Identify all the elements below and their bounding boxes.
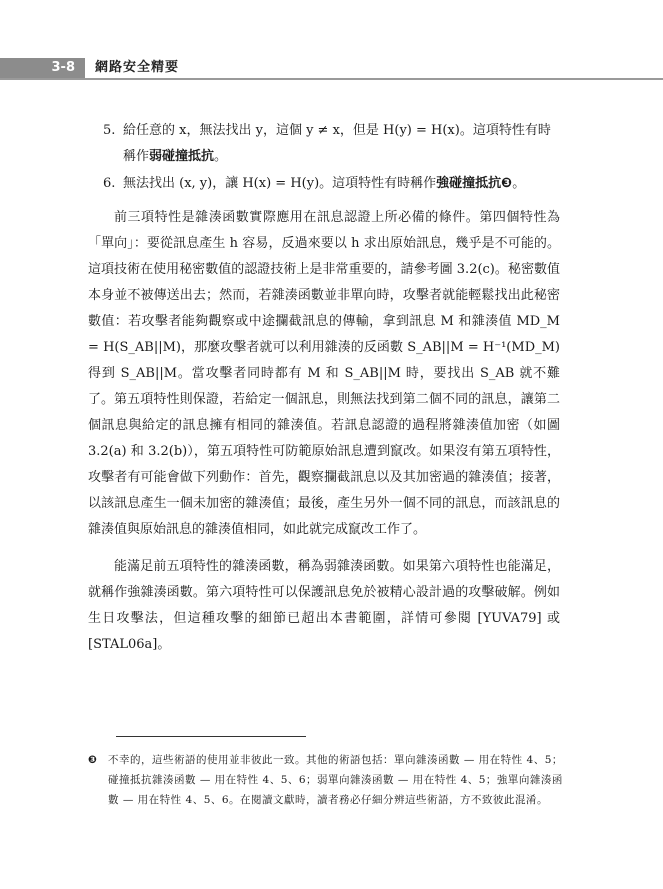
paragraph-1: 前三項特性是雜湊函數實際應用在訊息認證上所必備的條件。第四個特性為「單向」：要從訊息產生 h 容易，反過來要以 h 求出原始訊息，幾乎是不可能的。這項技術在使用秘密數值的認證技術上是非常重要的，請參考圖 3.2(c)。秘密數值本身並不被傳送出去；然而，若雜湊函數並非單向時，攻擊者就能輕鬆找出此秘密數值：若攻擊者能夠觀察或中途攔截訊息的傳輸，拿到訊息 M 和雜湊值 MD_M = H(S_AB||M)，那麼攻擊者就可以利用雜湊的反函數 S_AB||M = H⁻¹(MD_M) 得到 S_AB||M。當攻擊者同時都有 M 和 S_AB||M 時，要找出 S_AB 就不難了。 — [88, 210, 560, 407]
page-header — [0, 58, 663, 80]
list-item-5 — [103, 118, 563, 170]
item-number: 6. — [103, 176, 116, 191]
chapter-title: 網路安全精要 — [95, 60, 180, 75]
page-number: 3-8 — [0, 58, 85, 78]
footnote-ref-marker[interactable]: ❸ — [501, 176, 513, 191]
item-number: 5. — [103, 123, 116, 138]
paragraph-2: 第五項特性則保證，若給定一個訊息，則無法找到第二個不同的訊息，讓第二個訊息與給定的訊息擁有相同的雜湊值。若訊息認證的過程將雜湊值加密（如圖 3.2(a) 和 3.2(b)），第五項特性可防範原始訊息遭到竄改。如果沒有第五項特性，攻擊者有可能會做下列動作：首先，觀察攔截訊息以及其加密過的雜湊值；接著，以該訊息產生一個未加密的雜湊值；最後，產生另外一個不同的訊息，而該訊息的雜湊值與原始訊息的雜湊值相同，如此就完成竄改工作了。 — [88, 392, 560, 537]
term-strong-collision: 強碰撞抵抗 — [436, 176, 502, 191]
footnote-text: 不幸的，這些術語的使用並非彼此一致。其他的術語包括：單向雜湊函數 — 用在特性 4、5；碰撞抵抗雜湊函數 — 用在特性 4、5、6；弱單向雜湊函數 — 用在特性 4、5；強單向雜湊函數 — 用在特性 4、5、6。在閱讀文獻時，讀者務必仔細分辨這些術語，方不致彼此混淆。 — [108, 754, 563, 806]
term-weak-collision: 弱碰撞抵抗 — [149, 149, 215, 164]
footnote-marker: ❸ — [88, 754, 98, 766]
footnote — [88, 750, 563, 810]
list-item-6 — [103, 171, 563, 197]
item-text: 給任意的 x，無法找出 y，這個 y ≠ x，但是 H(y) = H(x)。這項特性有時稱作弱碰撞抵抗。 — [123, 123, 551, 164]
paragraph-3: 能滿足前五項特性的雜湊函數，稱為弱雜湊函數。如果第六項特性也能滿足，就稱作強雜湊函數。第六項特性可以保護訊息免於被精心設計過的攻擊破解。例如生日攻擊法，但這種攻擊的細節已超出本書範圍，詳情可參閱 [YUVA79] 或 [STAL06a]。 — [88, 559, 560, 652]
item-text: 無法找出 (x, y)，讓 H(x) = H(y)。這項特性有時稱作強碰撞抵抗❸。 — [123, 176, 526, 191]
footnote-divider — [116, 736, 306, 737]
